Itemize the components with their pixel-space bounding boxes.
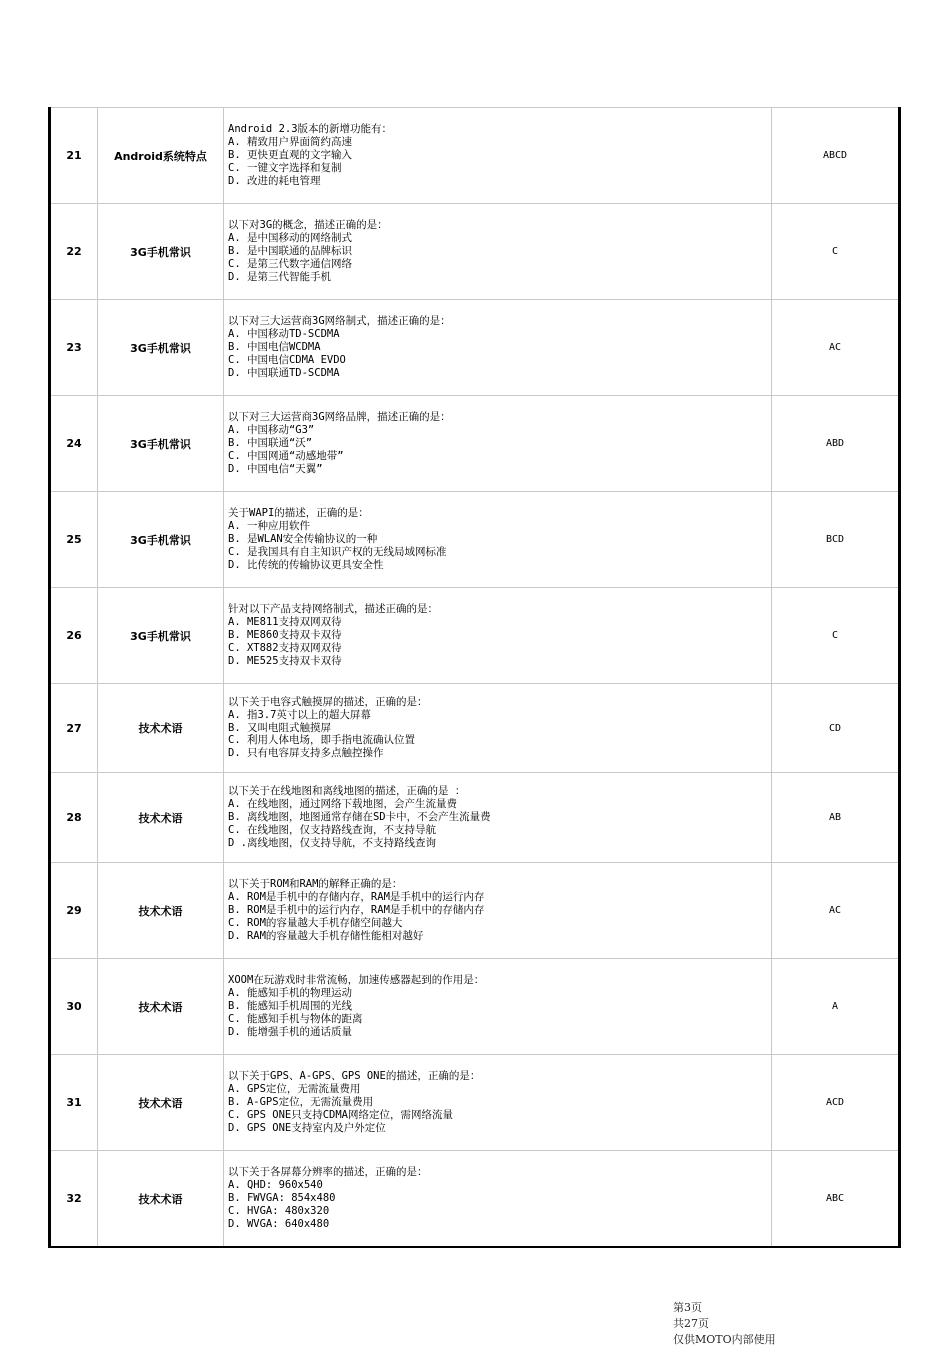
question-number: 31	[51, 1055, 98, 1150]
question-text: 以下对3G的概念，描述正确的是： A. 是中国移动的网络制式 B. 是中国联通的品牌标识 C. 是第三代数字通信网络 D. 是第三代智能手机	[228, 219, 388, 283]
question-text: 关于WAPI的描述，正确的是： A. 一种应用软件 B. 是WLAN安全传输协议的一种 C. 是我国具有自主知识产权的无线局域网标准 D. 比传统的传输协议更具安全性	[228, 507, 447, 571]
question-cell	[224, 492, 772, 587]
question-number: 26	[51, 588, 98, 683]
answer-cell: ABC	[825, 1193, 845, 1204]
question-text: 以下关于ROM和RAM的解释正确的是： A. ROM是手机中的存储内存，RAM是手机中的运行内存 B. ROM是手机中的运行内存，RAM是手机中的存储内存 C. ROM的容量越大手机存储空间越大 D. RAM的容量越大手机存储性能相对越好	[228, 878, 485, 942]
question-cell	[224, 773, 772, 862]
question-number: 24	[51, 396, 98, 491]
question-cell	[224, 959, 772, 1054]
answer-cell: AB	[828, 812, 842, 823]
question-text: 以下关于电容式触摸屏的描述，正确的是： A. 指3.7英寸以上的超大屏幕 B. 又叫电阻式触摸屏 C. 利用人体电场，即手指电流确认位置 D. 只有电容屏支持多点触控操作	[228, 695, 428, 760]
answer-cell: A	[831, 1001, 839, 1012]
question-cell	[224, 863, 772, 958]
question-category: Android系统特点	[98, 108, 224, 203]
question-category: 技术术语	[98, 1151, 224, 1246]
answer-cell: C	[831, 630, 839, 641]
question-number: 32	[51, 1151, 98, 1246]
page-total: 共27页	[673, 1317, 709, 1330]
answer-cell: BCD	[825, 534, 845, 545]
question-number: 25	[51, 492, 98, 587]
question-category: 技术术语	[98, 773, 224, 862]
answer-cell: ABCD	[822, 150, 848, 161]
question-cell	[224, 1055, 772, 1150]
answer-cell: CD	[828, 722, 842, 734]
question-table	[48, 107, 901, 1248]
table-row	[51, 203, 898, 299]
answer-cell: AC	[828, 905, 842, 916]
page-number: 第3页	[673, 1301, 702, 1314]
question-category: 3G手机常识	[98, 396, 224, 491]
table-row	[51, 587, 898, 683]
question-text: 针对以下产品支持网络制式，描述正确的是： A. ME811支持双网双待 B. ME860支持双卡双待 C. XT882支持双网双待 D. ME525支持双卡双待	[228, 603, 438, 667]
question-cell	[224, 396, 772, 491]
question-text: 以下对三大运营商3G网络制式，描述正确的是： A. 中国移动TD-SCDMA B. 中国电信WCDMA C. 中国电信CDMA EVDO D. 中国联通TD-SCDMA	[228, 315, 451, 379]
answer-cell: AC	[828, 342, 842, 353]
page-footer	[666, 1286, 786, 1347]
question-cell	[224, 684, 772, 772]
table-row	[51, 395, 898, 491]
question-text: 以下关于各屏幕分辨率的描述，正确的是： A. QHD: 960x540 B. FWVGA: 854x480 C. HVGA: 480x320 D. WVGA: 640x480	[228, 1166, 428, 1230]
table-row	[51, 299, 898, 395]
answer-cell: ABD	[825, 438, 845, 449]
answer-cell: C	[831, 246, 839, 257]
question-cell	[224, 300, 772, 395]
table-row	[51, 862, 898, 958]
footer-note: 仅供MOTO内部使用	[673, 1333, 776, 1346]
table-row	[51, 958, 898, 1054]
question-cell	[224, 588, 772, 683]
question-number: 27	[51, 684, 98, 772]
question-number: 22	[51, 204, 98, 299]
question-number: 28	[51, 773, 98, 862]
question-text: XOOM在玩游戏时非常流畅，加速传感器起到的作用是： A. 能感知手机的物理运动 B. 能感知手机周围的光线 C. 能感知手机与物体的距离 D. 能增强手机的通话质量	[228, 974, 485, 1038]
question-number: 30	[51, 959, 98, 1054]
question-category: 技术术语	[98, 1055, 224, 1150]
question-number: 29	[51, 863, 98, 958]
question-category: 技术术语	[98, 684, 224, 772]
question-cell	[224, 108, 772, 203]
table-row	[51, 683, 898, 772]
table-row	[51, 1054, 898, 1150]
question-text: Android 2.3版本的新增功能有： A. 精致用户界面简约高速 B. 更快更直观的文字输入 C. 一键文字选择和复制 D. 改进的耗电管理	[228, 123, 393, 187]
table-row	[51, 491, 898, 587]
question-text: 以下关于在线地图和离线地图的描述，正确的是 ： A. 在线地图，通过网络下载地图，会产生流量费 B. 离线地图，地图通常存储在SD卡中，不会产生流量费 C. 在线地图，仅支持路线查询，不支持导航 D .离线地图，仅支持导航，不支持路线查询	[228, 785, 491, 849]
table-row	[51, 107, 898, 203]
question-category: 技术术语	[98, 863, 224, 958]
question-category: 技术术语	[98, 959, 224, 1054]
question-category: 3G手机常识	[98, 300, 224, 395]
table-row	[51, 1150, 898, 1246]
question-category: 3G手机常识	[98, 204, 224, 299]
table-row	[51, 772, 898, 862]
question-cell	[224, 204, 772, 299]
question-cell	[224, 1151, 772, 1246]
question-category: 3G手机常识	[98, 588, 224, 683]
answer-cell: ACD	[825, 1097, 845, 1108]
question-text: 以下关于GPS、A-GPS、GPS ONE的描述，正确的是： A. GPS定位，无需流量费用 B. A-GPS定位，无需流量费用 C. GPS ONE只支持CDMA网络定位，需网络流量 D. GPS ONE支持室内及户外定位	[228, 1070, 481, 1134]
question-number: 21	[51, 108, 98, 203]
question-number: 23	[51, 300, 98, 395]
question-category: 3G手机常识	[98, 492, 224, 587]
question-text: 以下对三大运营商3G网络品牌，描述正确的是： A. 中国移动“G3” B. 中国联通“沃” C. 中国网通“动感地带” D. 中国电信“天翼”	[228, 411, 451, 475]
